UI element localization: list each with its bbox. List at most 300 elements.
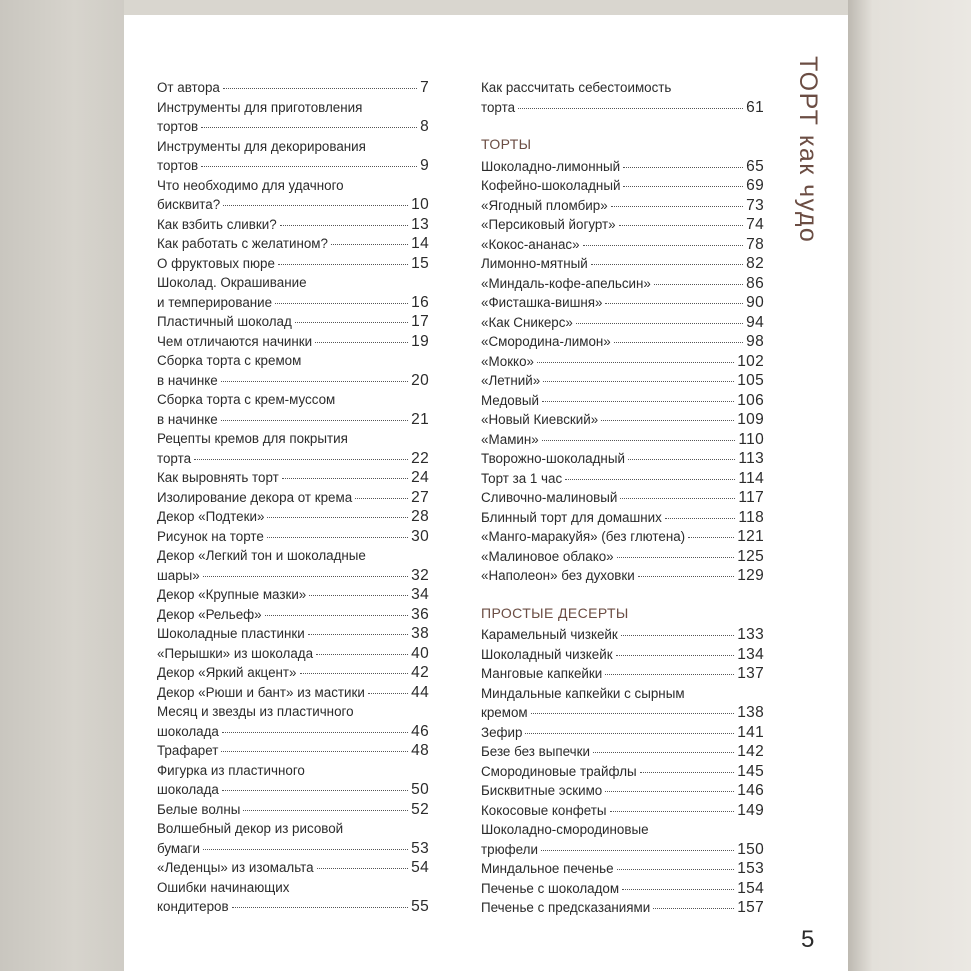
toc-entry-line: [481, 566, 764, 586]
toc-entry-title: «Фисташка-вишня»: [481, 295, 603, 310]
toc-entry-title: Что необходимо для удачного: [157, 177, 344, 193]
dot-leader: [525, 733, 734, 734]
dot-leader: [243, 810, 408, 811]
toc-entry: [481, 157, 764, 177]
toc-entry-line: [481, 625, 764, 645]
toc-entry-title: Смородиновые трайфлы: [481, 763, 637, 779]
toc-entry: [481, 898, 764, 918]
toc-page-number: 32: [411, 566, 429, 584]
background-right: [848, 0, 971, 971]
toc-entry: [157, 800, 429, 820]
dot-leader: [223, 88, 417, 89]
toc-entry-line: [481, 254, 764, 274]
dot-leader: [654, 284, 743, 285]
toc-entry-line: [157, 332, 429, 352]
toc-entry-line: [481, 508, 764, 528]
toc-entry-title: Печенье с предсказаниями: [481, 900, 651, 915]
toc-page-number: 27: [411, 488, 429, 506]
toc-entry: [157, 546, 429, 585]
toc-entry: [481, 254, 764, 274]
toc-entry-line: [481, 645, 764, 665]
toc-entry-line: [157, 449, 429, 469]
toc-page-number: 52: [411, 800, 429, 818]
toc-entry-title: Декор «Рельеф»: [157, 606, 262, 622]
dot-leader: [653, 908, 734, 909]
toc-entry-title: «Персиковый йогурт»: [481, 217, 616, 232]
toc-page-number: 30: [411, 527, 429, 545]
toc-entry-title: тортов: [157, 158, 199, 173]
toc-page-number: 86: [746, 274, 764, 292]
toc-entry-line: [157, 566, 429, 586]
toc-page-number: 98: [746, 333, 764, 350]
toc-page-number: 54: [411, 859, 429, 876]
toc-page-number: 13: [411, 215, 429, 233]
toc-entry-title: Инструменты для декорирования: [157, 138, 366, 154]
toc-entry-line: [157, 176, 429, 196]
toc-entry: [157, 741, 429, 761]
dot-leader: [665, 518, 736, 519]
toc-entry-line: [157, 527, 429, 547]
toc-entry-title: Карамельный чизкейк: [481, 627, 618, 642]
toc-page-number: 149: [737, 801, 764, 819]
toc-entry: [157, 98, 429, 137]
dot-leader: [542, 401, 734, 402]
toc-entry-title: в начинке: [157, 411, 218, 427]
toc-entry: [157, 527, 429, 547]
toc-entry-title: Манговые капкейки: [481, 666, 603, 681]
toc-entry-title: трюфели: [481, 841, 538, 857]
toc-page-number: 55: [411, 898, 429, 915]
toc-entry-title: Безе без выпечки: [481, 744, 590, 759]
toc-entry-title: Печенье с шоколадом: [481, 880, 620, 896]
toc-page-number: 90: [746, 294, 764, 311]
toc-page-number: 21: [411, 410, 429, 428]
toc-page-number: 10: [411, 196, 429, 213]
toc-entry: [481, 684, 764, 723]
toc-entry-title: «Новый Киевский»: [481, 412, 599, 427]
toc-entry-title: Кокосовые конфеты: [481, 802, 607, 818]
toc-entry-title: в начинке: [157, 372, 218, 388]
dot-leader: [518, 108, 743, 109]
toc-entry-line: [157, 644, 429, 664]
dot-leader: [537, 362, 734, 363]
dot-leader: [593, 752, 734, 753]
toc-left-column: [157, 78, 429, 917]
toc-page-number: 24: [411, 469, 429, 486]
toc-entry-title: Изолирование декора от крема: [157, 489, 353, 505]
toc-entry-title: Зефир: [481, 724, 523, 740]
toc-entry: [481, 196, 764, 216]
toc-entry-line: [157, 741, 429, 761]
dot-leader: [605, 303, 743, 304]
toc-entry-line: [481, 391, 764, 411]
toc-entry-title: Сборка торта с кремом: [157, 353, 302, 368]
dot-leader: [221, 420, 408, 421]
toc-entry-title: шоколада: [157, 723, 219, 739]
dot-leader: [617, 557, 735, 558]
toc-entry: [481, 469, 764, 489]
toc-entry-title: кондитеров: [157, 899, 229, 914]
toc-entry: [481, 313, 764, 333]
dot-leader: [316, 654, 408, 655]
toc-entry: [157, 605, 429, 625]
toc-entry-line: [481, 274, 764, 294]
toc-entry-line: [157, 878, 429, 898]
dot-leader: [194, 459, 408, 460]
toc-entry-line: [481, 801, 764, 821]
toc-entry-title: От автора: [157, 80, 220, 95]
toc-entry: [157, 390, 429, 429]
toc-entry: [157, 507, 429, 527]
toc-entry: [481, 449, 764, 469]
toc-entry-line: [157, 98, 429, 118]
toc-entry: [157, 137, 429, 176]
toc-page-number: 65: [746, 157, 764, 175]
toc-entry-title: Пластичный шоколад: [157, 314, 292, 329]
toc-entry: [481, 820, 764, 859]
toc-page-number: 8: [420, 118, 429, 135]
toc-page-number: 46: [411, 722, 429, 740]
dot-leader: [265, 615, 409, 616]
toc-entry: [481, 645, 764, 665]
dot-leader: [355, 498, 408, 499]
toc-page-number: 125: [737, 547, 764, 565]
dot-leader: [623, 186, 743, 187]
dot-leader: [201, 127, 417, 128]
toc-entry: [157, 254, 429, 274]
toc-entry-line: [157, 605, 429, 625]
dot-leader: [610, 811, 735, 812]
toc-entry-line: [157, 117, 429, 137]
toc-entry-title: «Кокос-ананас»: [481, 236, 580, 252]
toc-page-number: 36: [411, 605, 429, 623]
toc-entry-title: бисквита?: [157, 197, 221, 212]
toc-entry-line: [157, 273, 429, 293]
dot-leader: [221, 751, 408, 752]
toc-entry: [481, 879, 764, 899]
toc-entry-line: [481, 898, 764, 918]
toc-entry-line: [481, 840, 764, 860]
toc-page-number: 134: [737, 645, 764, 663]
page-number: 5: [801, 926, 815, 953]
toc-entry: [157, 312, 429, 332]
background-left: [0, 0, 124, 971]
dot-leader: [221, 381, 408, 382]
book-title-text: ТОРТ как чудо: [794, 56, 822, 244]
toc-entry: [157, 683, 429, 703]
toc-page-number: 40: [411, 644, 429, 662]
dot-leader: [620, 498, 735, 499]
dot-leader: [543, 381, 734, 382]
toc-page-number: 138: [737, 704, 764, 721]
toc-page-number: 133: [737, 626, 764, 643]
toc-entry-line: [481, 157, 764, 177]
toc-entry-line: [157, 585, 429, 605]
toc-cakes-list: [481, 157, 764, 586]
toc-entry: [481, 215, 764, 235]
toc-entry: [481, 410, 764, 430]
toc-entry-title: бумаги: [157, 840, 200, 856]
toc-entry-line: [157, 371, 429, 391]
toc-entry-line: [157, 897, 429, 917]
toc-page-number: 15: [411, 254, 429, 272]
dot-leader: [275, 303, 408, 304]
toc-entry: [157, 273, 429, 312]
toc-entry-line: [481, 235, 764, 255]
toc-entry-title: «Смородина-лимон»: [481, 334, 611, 349]
dot-leader: [201, 166, 417, 167]
toc-entry: [157, 663, 429, 683]
toc-entry-title: тортов: [157, 119, 199, 134]
toc-entry-title: Торт за 1 час: [481, 470, 563, 486]
toc-entry-line: [481, 332, 764, 352]
toc-entry-title: Лимонно-мятный: [481, 256, 588, 271]
toc-entry-title: Блинный торт для домашних: [481, 509, 662, 525]
toc-page-number: 102: [737, 352, 764, 370]
toc-entry-title: «Как Сникерс»: [481, 314, 573, 330]
toc-entry: [157, 878, 429, 917]
toc-entry-line: [481, 196, 764, 216]
toc-entry-title: Кофейно-шоколадный: [481, 178, 621, 193]
toc-entry-line: [481, 215, 764, 235]
toc-entry: [481, 859, 764, 879]
toc-intro-list: [481, 78, 764, 117]
dot-leader: [531, 713, 735, 714]
dot-leader: [331, 244, 408, 245]
toc-entry-line: [481, 449, 764, 469]
toc-page-number: 106: [737, 391, 764, 409]
toc-entry-line: [481, 781, 764, 801]
toc-entry-line: [481, 762, 764, 782]
toc-page-number: 38: [411, 625, 429, 642]
toc-entry-line: [481, 742, 764, 762]
toc-entry: [481, 352, 764, 372]
toc-entry-line: [481, 293, 764, 313]
toc-entry: [481, 78, 764, 117]
toc-entry-line: [481, 723, 764, 743]
toc-entry-title: О фруктовых пюре: [157, 255, 275, 271]
toc-page-number: 20: [411, 371, 429, 389]
toc-entry-line: [157, 429, 429, 449]
toc-entry-title: Белые волны: [157, 801, 241, 817]
dot-leader: [267, 517, 408, 518]
toc-entry-title: Сборка торта с крем-муссом: [157, 392, 336, 407]
toc-right-column: [481, 78, 764, 918]
toc-entry: [481, 430, 764, 450]
toc-entry-title: «Миндаль-кофе-апельсин»: [481, 275, 651, 291]
toc-entry-line: [481, 684, 764, 704]
toc-entry-title: Декор «Легкий тон и шоколадные: [157, 548, 366, 563]
section-title-desserts: ПРОСТЫЕ ДЕСЕРТЫ: [481, 604, 629, 621]
toc-page-number: 129: [737, 567, 764, 584]
toc-entry-line: [481, 879, 764, 899]
dot-leader: [541, 850, 734, 851]
dot-leader: [223, 205, 408, 206]
toc-entry: [481, 508, 764, 528]
toc-entry-line: [157, 780, 429, 800]
toc-entry-line: [481, 352, 764, 372]
toc-entry-title: Декор «Рюши и бант» из мастики: [157, 684, 365, 700]
dot-leader: [308, 634, 408, 635]
toc-page-number: 146: [737, 782, 764, 799]
dot-leader: [688, 537, 734, 538]
toc-entry-title: Трафарет: [157, 743, 219, 758]
toc-page-number: 117: [738, 489, 764, 506]
dot-leader: [628, 459, 735, 460]
toc-page-number: 153: [737, 860, 764, 877]
toc-entry: [481, 781, 764, 801]
toc-entry-title: Декор «Крупные мазки»: [157, 587, 307, 602]
toc-entry-title: «Наполеон» без духовки: [481, 568, 635, 583]
toc-page-number: 14: [411, 235, 429, 252]
toc-entry: [157, 624, 429, 644]
dot-leader: [267, 537, 408, 538]
toc-entry-title: Как работать с желатином?: [157, 236, 328, 251]
toc-entry-title: Волшебный декор из рисовой: [157, 821, 344, 836]
dot-leader: [282, 478, 408, 479]
toc-page-number: 9: [420, 157, 429, 174]
toc-entry-title: Как выровнять торт: [157, 470, 279, 485]
toc-page-number: 110: [738, 430, 764, 448]
dot-leader: [203, 849, 408, 850]
toc-page-number: 53: [411, 839, 429, 857]
dot-leader: [605, 791, 734, 792]
toc-entry-line: [157, 351, 429, 371]
toc-entry-title: кремом: [481, 705, 528, 720]
dot-leader: [601, 420, 734, 421]
toc-page-number: 69: [746, 177, 764, 194]
toc-page-number: 141: [737, 723, 764, 741]
toc-entry-title: «Мокко»: [481, 353, 534, 369]
toc-entry-title: «Перышки» из шоколада: [157, 645, 314, 661]
toc-entry: [157, 234, 429, 254]
dot-leader: [203, 576, 408, 577]
toc-page-number: 137: [737, 665, 764, 682]
toc-entry: [157, 761, 429, 800]
dot-leader: [542, 440, 736, 441]
toc-page-number: 94: [746, 313, 764, 331]
toc-entry: [481, 625, 764, 645]
toc-entry-title: Шоколадно-смородиновые: [481, 822, 649, 837]
toc-entry-line: [481, 820, 764, 840]
toc-entry-title: Шоколадные пластинки: [157, 626, 305, 641]
toc-entry-line: [481, 703, 764, 723]
toc-entry-title: Миндальное печенье: [481, 861, 614, 876]
toc-entry-title: Как взбить сливки?: [157, 216, 277, 232]
toc-entry-line: [157, 546, 429, 566]
dot-leader: [619, 225, 744, 226]
toc-entry-line: [157, 78, 429, 98]
toc-entry-title: и темперирование: [157, 294, 273, 310]
toc-entry: [157, 215, 429, 235]
toc-entry-title: Творожно-шоколадный: [481, 451, 625, 466]
dot-leader: [591, 264, 743, 265]
toc-entry-line: [481, 410, 764, 430]
dot-leader: [368, 693, 408, 694]
toc-entry-line: [157, 839, 429, 859]
toc-page-number: 113: [738, 450, 764, 467]
toc-entry-title: Чем отличаются начинки: [157, 333, 313, 349]
toc-entry-title: шоколада: [157, 782, 219, 797]
toc-entry: [481, 566, 764, 586]
toc-entry: [157, 332, 429, 352]
toc-entry-line: [481, 527, 764, 547]
dot-leader: [222, 790, 408, 791]
toc-entry-line: [481, 859, 764, 879]
toc-page-number: 28: [411, 508, 429, 525]
toc-page-number: 121: [737, 528, 764, 545]
toc-entry-line: [481, 430, 764, 450]
toc-entry-line: [157, 215, 429, 235]
toc-entry-line: [157, 156, 429, 176]
toc-entry: [157, 819, 429, 858]
toc-entry-line: [157, 663, 429, 683]
toc-entry-line: [157, 683, 429, 703]
toc-entry: [481, 723, 764, 743]
toc-entry-line: [481, 176, 764, 196]
toc-entry-line: [481, 664, 764, 684]
toc-entry: [481, 801, 764, 821]
dot-leader: [605, 674, 734, 675]
toc-entry-title: Миндальные капкейки с сырным: [481, 685, 685, 701]
toc-page-number: 42: [411, 664, 429, 681]
book-title-vertical: [792, 56, 822, 286]
toc-entry-title: Ошибки начинающих: [157, 879, 290, 895]
dot-leader: [576, 323, 743, 324]
toc-entry-title: Декор «Яркий акцент»: [157, 665, 297, 680]
toc-page-number: 50: [411, 781, 429, 798]
toc-entry-title: Сливочно-малиновый: [481, 490, 618, 505]
toc-entry: [157, 78, 429, 98]
toc-entry-title: торта: [157, 450, 192, 466]
dot-leader: [622, 889, 734, 890]
dot-leader: [317, 868, 409, 869]
toc-entry-title: Инструменты для приготовления: [157, 99, 363, 115]
toc-entry-title: «Ягодный пломбир»: [481, 197, 608, 213]
dot-leader: [309, 595, 408, 596]
toc-entry-title: Шоколадный чизкейк: [481, 646, 613, 662]
toc-entry-title: «Манго-маракуйя» (без глютена): [481, 529, 686, 544]
toc-entry: [481, 274, 764, 294]
toc-entry: [157, 488, 429, 508]
toc-entry-title: шары»: [157, 567, 200, 583]
toc-entry: [157, 351, 429, 390]
toc-entry-title: «Летний»: [481, 373, 541, 388]
toc-entry-line: [157, 702, 429, 722]
toc-page-number: 150: [737, 840, 764, 858]
toc-entry: [481, 391, 764, 411]
toc-entry-title: Шоколад. Окрашивание: [157, 275, 307, 290]
toc-entry-line: [157, 234, 429, 254]
toc-entry: [481, 664, 764, 684]
toc-entry-title: Месяц и звезды из пластичного: [157, 704, 354, 719]
toc-entry-title: торта: [481, 99, 516, 115]
toc-entry-line: [157, 390, 429, 410]
toc-entry: [157, 644, 429, 664]
toc-entry-title: Рецепты кремов для покрытия: [157, 431, 348, 446]
dot-leader: [295, 322, 408, 323]
toc-entry-title: «Мамин»: [481, 431, 539, 447]
toc-entry: [157, 858, 429, 878]
toc-entry-line: [481, 78, 764, 98]
toc-page-number: 157: [737, 899, 764, 916]
toc-entry: [481, 235, 764, 255]
toc-entry-line: [481, 547, 764, 567]
toc-entry: [481, 488, 764, 508]
toc-entry-line: [481, 313, 764, 333]
dot-leader: [640, 772, 735, 773]
toc-page-number: 73: [746, 196, 764, 214]
